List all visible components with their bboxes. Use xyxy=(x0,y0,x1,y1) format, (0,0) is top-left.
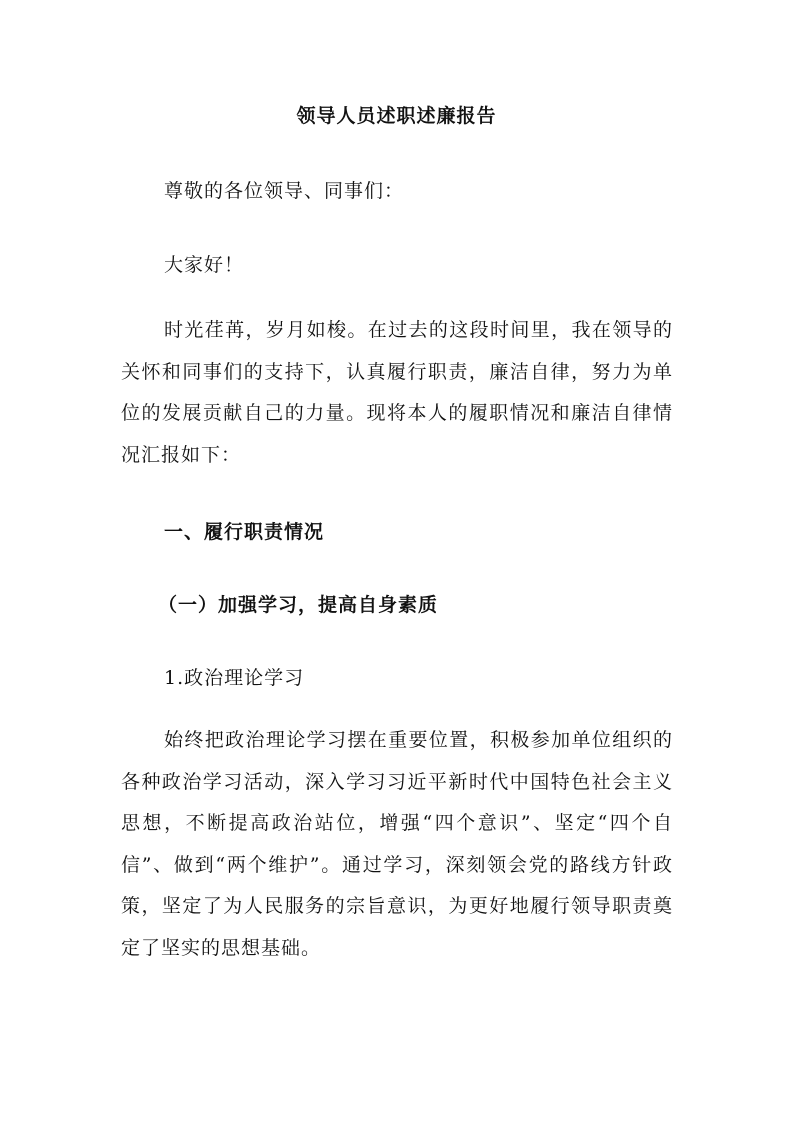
subsection-1-heading: （一）加强学习，提高自身素质 xyxy=(158,594,439,616)
intro-paragraph: 时光荏苒，岁月如梭。在过去的这段时间里，我在领导的关怀和同事们的支持下，认真履行职责，廉洁自律，努力为单位的发展贡献自己的力量。现将本人的履职情况和廉洁自律情况汇报如下： xyxy=(121,319,673,466)
section-1-heading: 一、履行职责情况 xyxy=(164,521,325,543)
document-title: 领导人员述职述廉报告 xyxy=(296,105,497,127)
greeting: 大家好！ xyxy=(164,254,245,276)
item-1-heading: 1.政治理论学习 xyxy=(164,667,305,689)
salutation: 尊敬的各位领导、同事们： xyxy=(164,180,405,202)
item-1-paragraph: 始终把政治理论学习摆在重要位置，积极参加单位组织的各种政治学习活动，深入学习习近平新时代中国特色社会主义思想，不断提高政治站位，增强“四个意识”、坚定“四个自信”、做到“两个维护”。通过学习，深刻领会党的路线方针政策，坚定了为人民服务的宗旨意识，为更好地履行领导职责奠定了坚实的思想基础。 xyxy=(121,729,673,959)
